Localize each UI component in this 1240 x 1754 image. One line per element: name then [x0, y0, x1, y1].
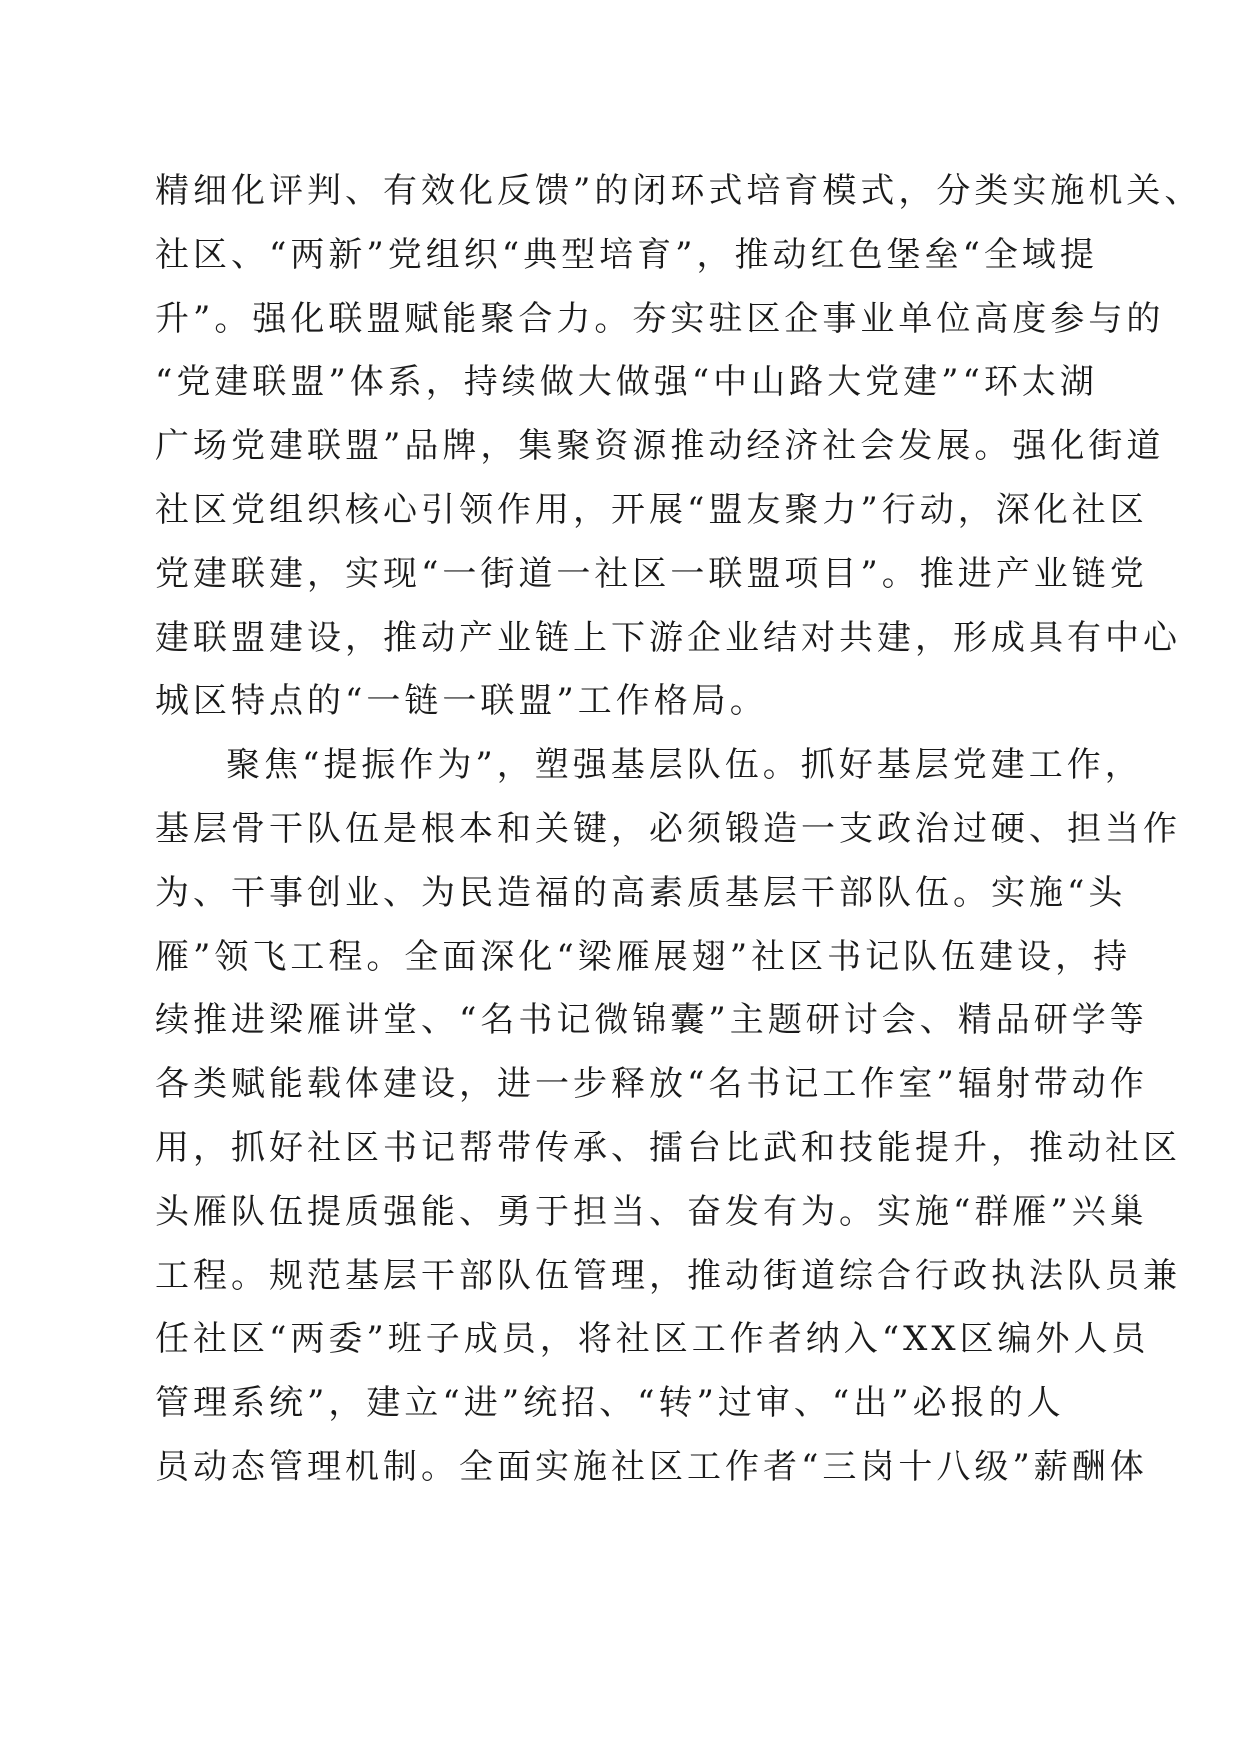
text-line: “党建联盟”体系，持续做大做强“中山路大党建”“环太湖 — [155, 362, 1098, 403]
body-text — [155, 160, 1203, 1500]
text-line: 雁”领飞工程。全面深化“梁雁展翅”社区书记队伍建设，持 — [155, 936, 1132, 977]
text-line: 基层骨干队伍是根本和关键，必须锻造一支政治过硬、担当作 — [155, 808, 1181, 849]
text-line: 升”。强化联盟赋能聚合力。夯实驻区企事业单位高度参与的 — [155, 298, 1165, 339]
text-line: 社区、“两新”党组织“典型培育”，推动红色堡垒“全域提 — [155, 234, 1098, 275]
text-line: 头雁队伍提质强能、勇于担当、奋发有为。实施“群雁”兴巢 — [155, 1191, 1148, 1232]
text-line: 续推进梁雁讲堂、“名书记微锦囊”主题研讨会、精品研学等 — [155, 1000, 1148, 1041]
text-line: 城区特点的“一链一联盟”工作格局。 — [155, 681, 768, 722]
text-line: 管理系统”，建立“进”统招、“转”过审、“出”必报的人 — [155, 1383, 1065, 1424]
text-line: 用，抓好社区书记帮带传承、擂台比武和技能提升，推动社区 — [155, 1127, 1181, 1168]
text-line: 党建联建，实现“一街道一社区一联盟项目”。推进产业链党 — [155, 553, 1148, 594]
text-line: 精细化评判、有效化反馈”的闭环式培育模式，分类实施机关、 — [155, 171, 1203, 211]
text-line: 工程。规范基层干部队伍管理，推动街道综合行政执法队员兼 — [155, 1255, 1181, 1296]
text-line: 广场党建联盟”品牌，集聚资源推动经济社会发展。强化街道 — [155, 426, 1165, 467]
text-line: 建联盟建设，推动产业链上下游企业结对共建，形成具有中心 — [155, 617, 1181, 658]
text-line: 员动态管理机制。全面实施社区工作者“三岗十八级”薪酬体 — [155, 1446, 1148, 1487]
paragraph-start-line: 聚焦“提振作为”，塑强基层队伍。抓好基层党建工作， — [226, 745, 1143, 786]
text-line: 各类赋能载体建设，进一步释放“名书记工作室”辐射带动作 — [155, 1064, 1148, 1105]
text-line: 社区党组织核心引领作用，开展“盟友聚力”行动，深化社区 — [155, 489, 1148, 530]
text-line: 任社区“两委”班子成员，将社区工作者纳入“XX区编外人员 — [155, 1319, 1150, 1360]
text-line: 为、干事创业、为民造福的高素质基层干部队伍。实施“头 — [155, 872, 1127, 913]
